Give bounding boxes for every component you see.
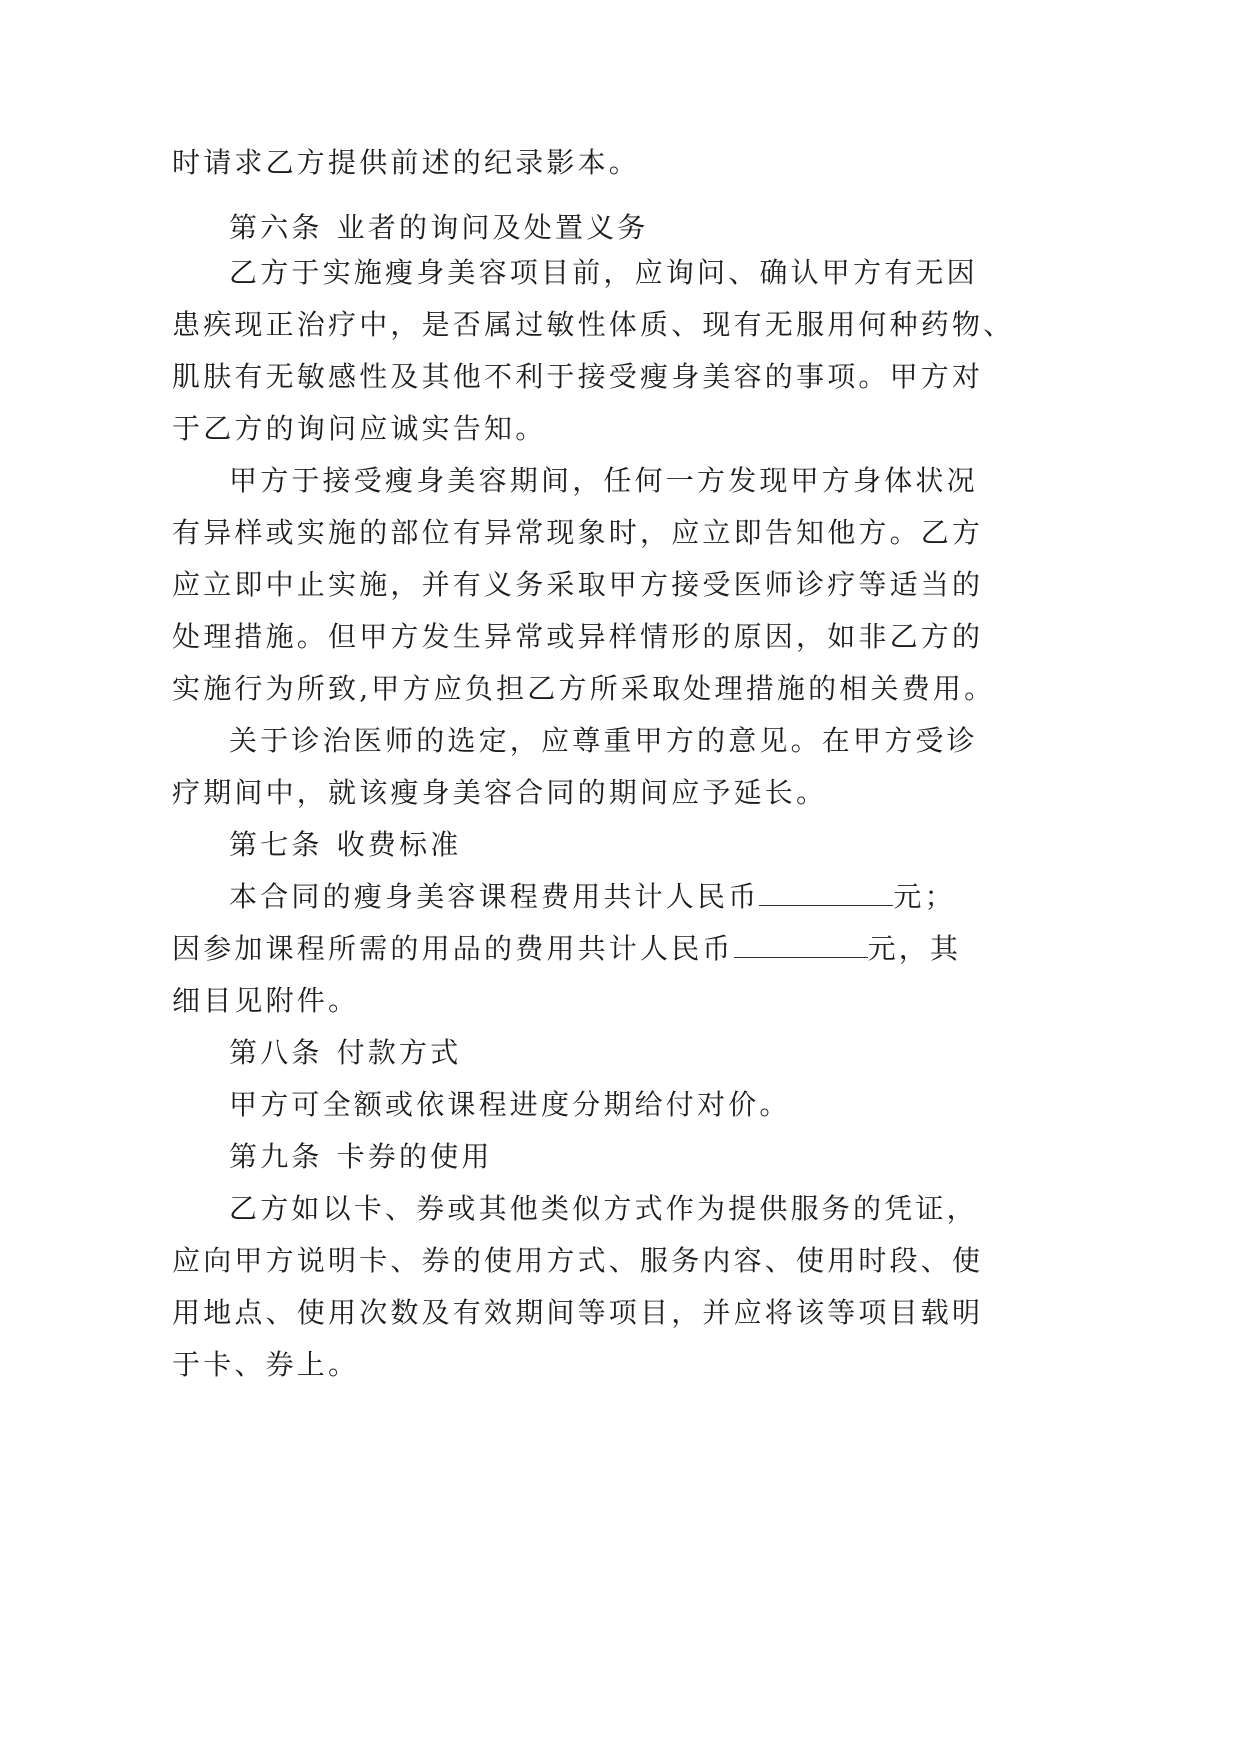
text-line (0, 253, 1120, 293)
article-heading (0, 208, 1120, 248)
text-line (0, 409, 1120, 449)
text-line (0, 357, 1120, 397)
paragraph-line: 肌肤有无敏感性及其他不利于接受瘦身美容的事项。甲方对 (172, 360, 984, 393)
fee-blank (759, 879, 893, 906)
paragraph-start: 甲方于接受瘦身美容期间，任何一方发现甲方身体状况 (229, 464, 978, 497)
paragraph-line: 处理措施。但甲方发生异常或异样情形的原因，如非乙方的 (172, 620, 984, 653)
article-heading (0, 825, 1120, 865)
fee-supplies-text: 因参加课程所需的用品的费用共计人民币 (172, 932, 734, 965)
article-heading (0, 1033, 1120, 1073)
text-line (0, 721, 1120, 761)
text-line (0, 461, 1120, 501)
paragraph-line: 患疾现正治疗中，是否属过敏性体质、现有无服用何种药物、 (172, 308, 1015, 341)
text-line (0, 929, 1120, 969)
article-number: 第七条 (229, 828, 323, 861)
article-title: 收费标准 (336, 828, 462, 861)
text-line (0, 669, 1120, 709)
paragraph-line: 于乙方的询问应诚实告知。 (172, 412, 547, 445)
text-line (0, 513, 1120, 553)
paragraph-line: 疗期间中，就该瘦身美容合同的期间应予延长。 (172, 776, 828, 809)
paragraph-line: 应立即中止实施，并有义务采取甲方接受医师诊疗等适当的 (172, 568, 984, 601)
text-line (0, 1085, 1120, 1125)
paragraph-continuation: 时请求乙方提供前述的纪录影本。 (172, 146, 641, 179)
fee-blank (734, 931, 868, 958)
text-line (0, 1345, 1120, 1385)
paragraph-start: 乙方如以卡、券或其他类似方式作为提供服务的凭证， (229, 1192, 978, 1225)
text-line (0, 1241, 1120, 1281)
fee-unit: 元，其 (867, 932, 962, 965)
paragraph-line: 实施行为所致,甲方应负担乙方所采取处理措施的相关费用。 (172, 672, 996, 705)
text-line (0, 565, 1120, 605)
article-title: 业者的询问及处置义务 (336, 211, 649, 244)
text-line (0, 1293, 1120, 1333)
fee-course-text: 本合同的瘦身美容课程费用共计人民币 (229, 880, 760, 913)
article-title: 卡券的使用 (336, 1140, 493, 1173)
paragraph-line: 用地点、使用次数及有效期间等项目，并应将该等项目载明 (172, 1296, 984, 1329)
article-heading (0, 1137, 1120, 1177)
text-line (0, 305, 1120, 345)
paragraph-start: 甲方可全额或依课程进度分期给付对价。 (229, 1088, 791, 1121)
text-line (0, 877, 1120, 917)
paragraph-line: 应向甲方说明卡、券的使用方式、服务内容、使用时段、使 (172, 1244, 984, 1277)
paragraph-line: 有异样或实施的部位有异常现象时，应立即告知他方。乙方 (172, 516, 984, 549)
text-line (0, 1189, 1120, 1229)
text-line (0, 773, 1120, 813)
article-number: 第六条 (229, 211, 323, 244)
text-line (0, 981, 1120, 1021)
text-line (0, 617, 1120, 657)
fee-unit: 元； (893, 880, 956, 913)
article-number: 第八条 (229, 1036, 323, 1069)
paragraph-start: 乙方于实施瘦身美容项目前，应询问、确认甲方有无因 (229, 256, 978, 289)
article-number: 第九条 (229, 1140, 323, 1173)
text-line (0, 143, 1120, 183)
article-title: 付款方式 (336, 1036, 462, 1069)
paragraph-line: 于卡、券上。 (172, 1348, 360, 1381)
paragraph-start: 关于诊治医师的选定，应尊重甲方的意见。在甲方受诊 (229, 724, 978, 757)
paragraph-line: 细目见附件。 (172, 984, 360, 1017)
